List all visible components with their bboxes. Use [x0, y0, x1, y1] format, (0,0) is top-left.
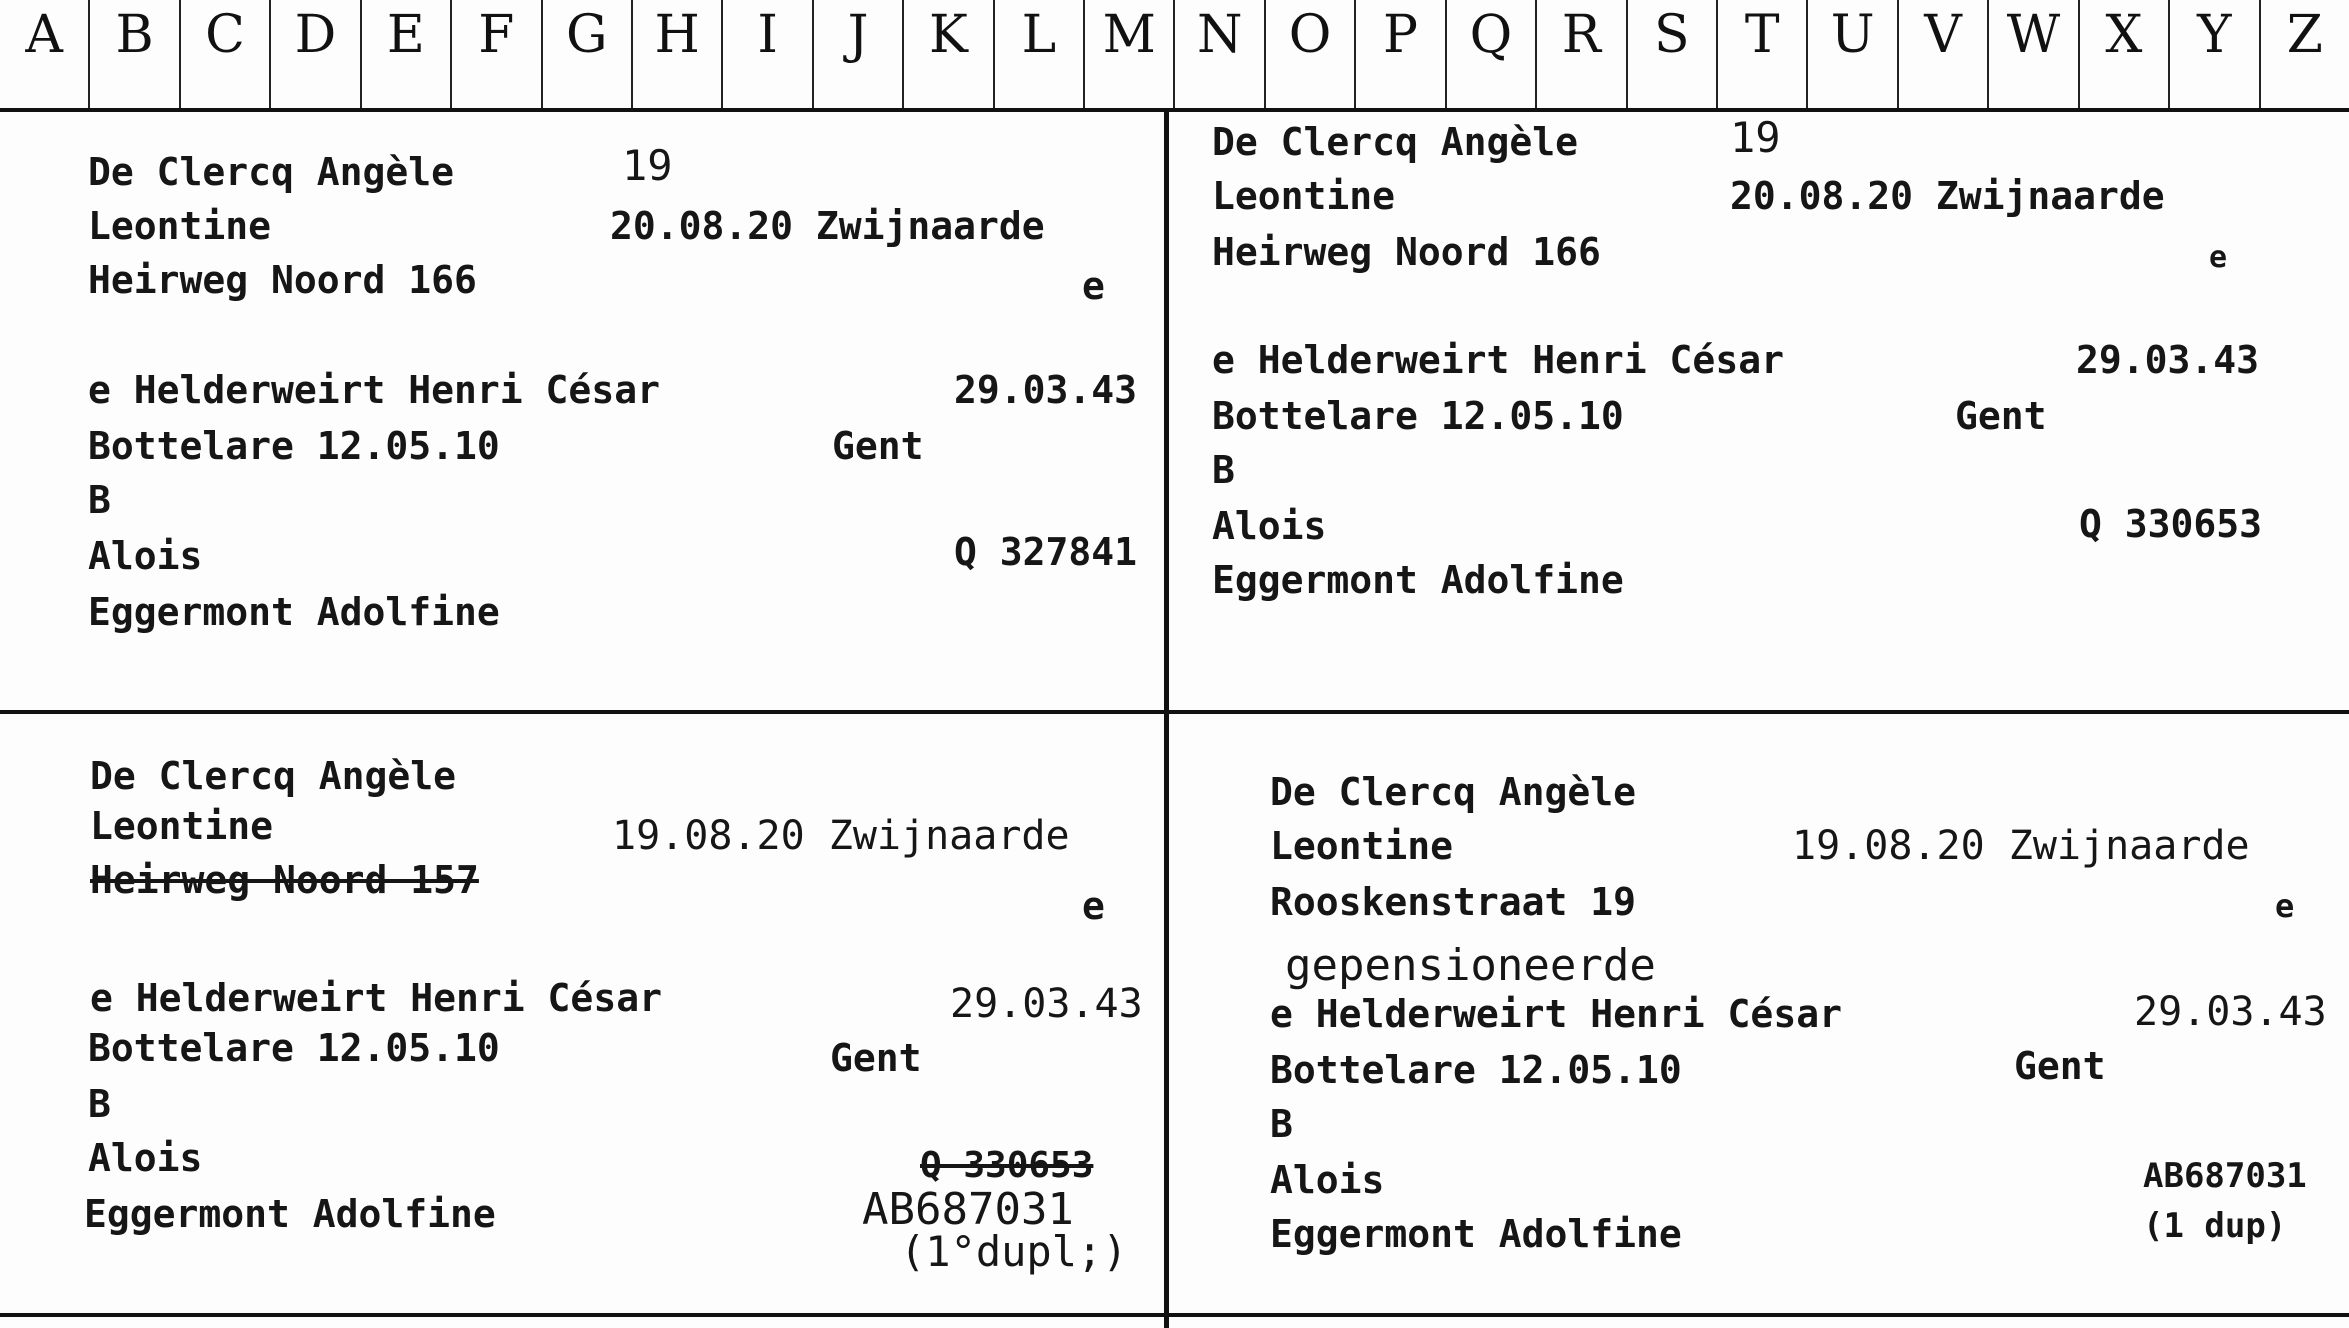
person-given-name: Leontine	[90, 804, 274, 848]
birth-date-place: 19.08.20 Zwijnaarde	[1792, 823, 2250, 869]
alpha-letter: M	[1085, 0, 1175, 108]
alpha-letter: L	[995, 0, 1085, 108]
address: Heirweg Noord 166	[88, 258, 477, 302]
alpha-letter: U	[1808, 0, 1898, 108]
alpha-letter: T	[1718, 0, 1808, 108]
document-number-struck: Q 330653	[920, 1145, 1094, 1186]
mother-name: Eggermont Adolfine	[84, 1192, 496, 1236]
marriage-place: Gent	[2014, 1044, 2106, 1088]
profession: gepensioneerde	[1285, 940, 1656, 991]
alphabet-index-strip	[0, 0, 2349, 112]
father-name: Alois	[1270, 1158, 1385, 1202]
document-number-new: AB687031	[862, 1184, 1074, 1235]
spouse-birth: Bottelare 12.05.10	[88, 424, 500, 468]
alpha-letter: O	[1266, 0, 1356, 108]
alpha-letter: K	[904, 0, 994, 108]
alpha-letter: F	[452, 0, 542, 108]
mother-name: Eggermont Adolfine	[1212, 558, 1624, 602]
code-b: B	[88, 478, 111, 522]
alpha-letter: W	[1989, 0, 2079, 108]
marker-e: e	[1082, 884, 1105, 928]
alpha-letter: B	[90, 0, 180, 108]
alpha-letter: D	[271, 0, 361, 108]
code-b: B	[1270, 1102, 1293, 1146]
father-name: Alois	[88, 1136, 203, 1180]
spouse-birth: Bottelare 12.05.10	[1270, 1048, 1682, 1092]
alpha-letter: E	[362, 0, 452, 108]
person-given-name: Leontine	[88, 204, 272, 248]
marriage-date: 29.03.43	[954, 368, 1138, 412]
marriage-place: Gent	[830, 1036, 922, 1080]
address-struck: Heirweg Noord 157	[90, 858, 479, 902]
person-name: De Clercq Angèle	[88, 150, 455, 194]
record-card-top-left	[0, 112, 1164, 710]
person-name: De Clercq Angèle	[1212, 120, 1579, 164]
person-given-name: Leontine	[1212, 174, 1396, 218]
record-card-top-right	[1169, 112, 2349, 710]
address: Rooskenstraat 19	[1270, 880, 1637, 924]
code-b: B	[1212, 448, 1235, 492]
duplicate-note: (1 dup)	[2143, 1206, 2287, 1246]
marker-e: e	[1082, 264, 1105, 308]
spouse-birth: Bottelare 12.05.10	[88, 1026, 500, 1070]
duplicate-note: (1°dupl;)	[900, 1227, 1128, 1276]
spouse-birth: Bottelare 12.05.10	[1212, 394, 1624, 438]
document-number: AB687031	[2143, 1156, 2307, 1196]
person-name: De Clercq Angèle	[1270, 770, 1637, 814]
marriage-place: Gent	[1955, 394, 2047, 438]
alpha-letter: Z	[2286, 5, 2323, 65]
father-name: Alois	[1212, 504, 1327, 548]
marker-e: e	[2209, 240, 2228, 275]
alpha-letter: H	[633, 0, 723, 108]
record-card-bottom-right	[1169, 714, 2349, 1313]
marriage-date: 29.03.43	[2076, 338, 2260, 382]
birth-date-place: 19.08.20 Zwijnaarde	[612, 813, 1070, 859]
code-b: B	[88, 1082, 111, 1126]
alpha-letter: J	[814, 0, 904, 108]
birth-date-place: 20.08.20 Zwijnaarde	[610, 204, 1045, 248]
alpha-letter: X	[2080, 0, 2170, 108]
spouse-name: e Helderweirt Henri César	[90, 976, 662, 1020]
record-card-bottom-left	[0, 714, 1164, 1313]
alpha-letter: I	[723, 0, 813, 108]
marriage-date: 29.03.43	[950, 981, 1143, 1027]
alpha-letter: A	[0, 0, 90, 108]
mother-name: Eggermont Adolfine	[1270, 1212, 1682, 1256]
alpha-letter: S	[1628, 0, 1718, 108]
alpha-letter: R	[1537, 0, 1627, 108]
bottom-divider	[0, 1313, 2349, 1317]
person-name: De Clercq Angèle	[90, 754, 457, 798]
mother-name: Eggermont Adolfine	[88, 590, 500, 634]
alpha-letter: N	[1175, 0, 1265, 108]
marker-e: e	[2275, 887, 2295, 925]
alpha-letter: G	[543, 0, 633, 108]
alpha-letter: Q	[1447, 0, 1537, 108]
alpha-letter: C	[181, 0, 271, 108]
alpha-letter: P	[1356, 0, 1446, 108]
marriage-place: Gent	[832, 424, 924, 468]
marriage-date: 29.03.43	[2134, 989, 2327, 1035]
person-given-name: Leontine	[1270, 824, 1454, 868]
document-number: Q 330653	[2079, 502, 2263, 546]
year-note: 19	[1730, 113, 1781, 162]
spouse-name: e Helderweirt Henri César	[88, 368, 660, 412]
address: Heirweg Noord 166	[1212, 230, 1601, 274]
birth-date-place: 20.08.20 Zwijnaarde	[1730, 174, 2165, 218]
year-note: 19	[622, 141, 673, 190]
spouse-name: e Helderweirt Henri César	[1212, 338, 1784, 382]
alpha-letter: V	[1899, 0, 1989, 108]
spouse-name: e Helderweirt Henri César	[1270, 992, 1842, 1036]
alpha-letter: Y	[2170, 0, 2260, 108]
father-name: Alois	[88, 534, 203, 578]
document-number: Q 327841	[954, 530, 1138, 574]
